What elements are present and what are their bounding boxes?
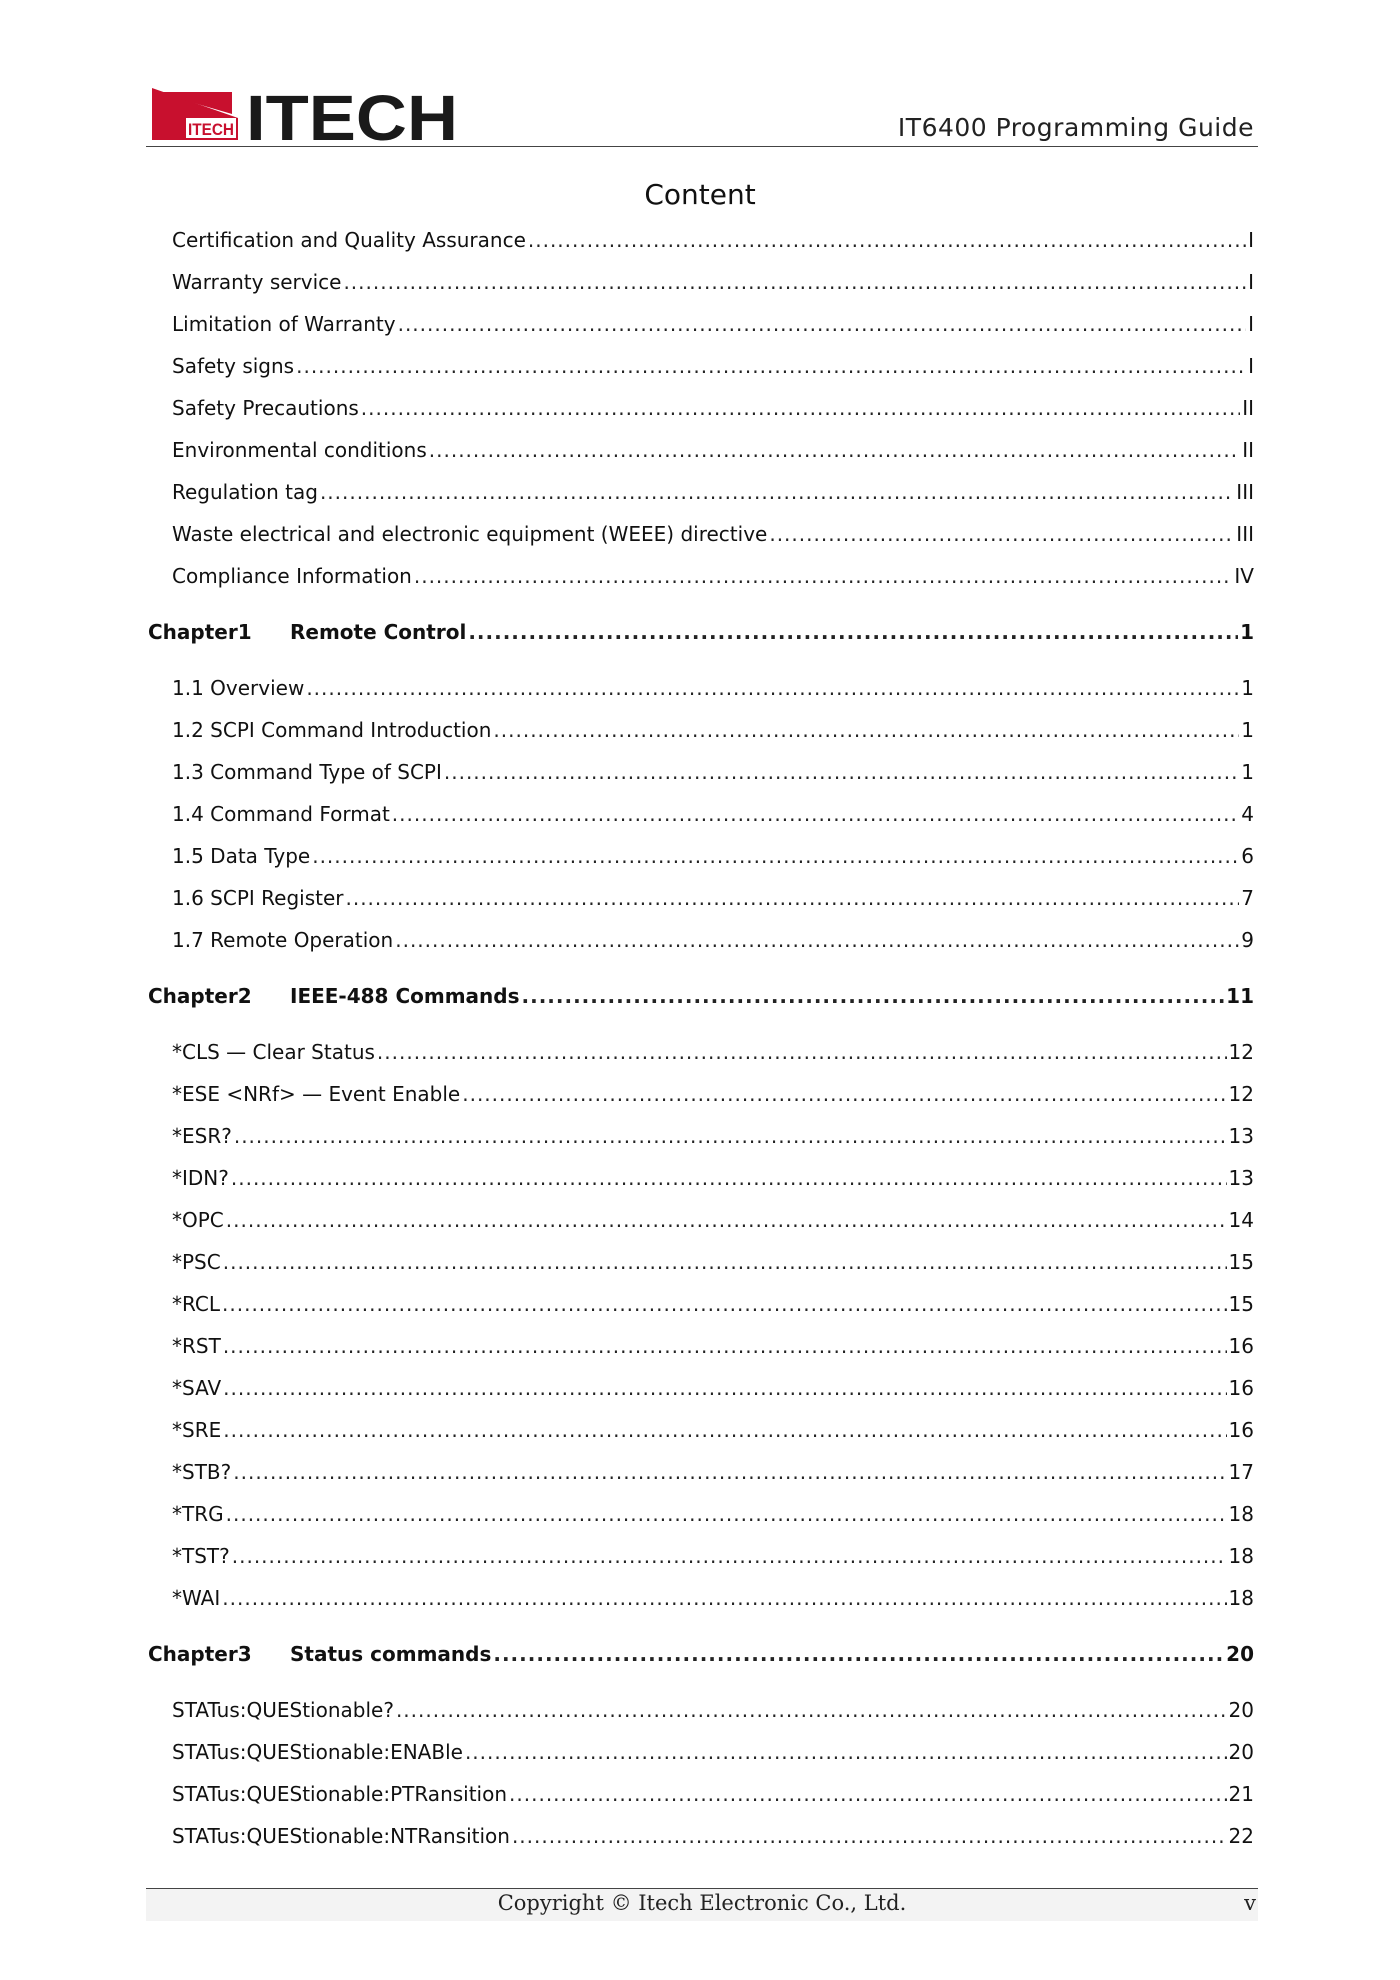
toc-chapter-2[interactable]: Chapter2 IEEE-488 Commands ..... 11 [148,982,1254,1010]
toc-entry[interactable]: Safety signs ..... I [172,352,1254,380]
toc-entry[interactable]: Certification and Quality Assurance ..... I [172,226,1254,254]
document-title: IT6400 Programming Guide [897,113,1254,142]
page-footer [146,1888,1258,1921]
toc-entry[interactable]: *ESR? ..... 13 [172,1122,1254,1150]
toc-entry[interactable]: *IDN? ..... 13 [172,1164,1254,1192]
toc-entry[interactable]: *STB? ..... 17 [172,1458,1254,1486]
toc-entry[interactable]: Compliance Information ..... IV [172,562,1254,590]
toc-entry[interactable]: 1.1 Overview ..... 1 [172,674,1254,702]
toc-chapter-3[interactable]: Chapter3 Status commands ..... 20 [148,1640,1254,1668]
page-number: v [1244,1891,1256,1915]
toc-entry[interactable]: 1.3 Command Type of SCPI ..... 1 [172,758,1254,786]
toc-entry[interactable]: 1.6 SCPI Register ..... 7 [172,884,1254,912]
toc-entry[interactable]: 1.2 SCPI Command Introduction ..... 1 [172,716,1254,744]
toc-chapter-1[interactable]: Chapter1 Remote Control ..... 1 [148,618,1254,646]
toc-entry[interactable]: STATus:QUEStionable:PTRansition ..... 21 [172,1780,1254,1808]
logo-badge-text: ITECH [188,120,234,139]
page-header [146,78,1258,147]
toc-entry[interactable]: Regulation tag ..... III [172,478,1254,506]
toc-entry[interactable]: *TST? ..... 18 [172,1542,1254,1570]
toc-entry[interactable]: *CLS — Clear Status ..... 12 [172,1038,1254,1066]
toc-entry[interactable]: Limitation of Warranty ..... I [172,310,1254,338]
logo-text: ITECH [246,82,458,142]
toc-entry[interactable]: *SRE ..... 16 [172,1416,1254,1444]
toc-entry[interactable]: Safety Precautions ..... II [172,394,1254,422]
toc-entry[interactable]: *PSC ..... 15 [172,1248,1254,1276]
toc-entry[interactable]: 1.7 Remote Operation ..... 9 [172,926,1254,954]
toc-entry[interactable]: *TRG ..... 18 [172,1500,1254,1528]
toc-entry[interactable]: Waste electrical and electronic equipment (WEEE) directive ..... III [172,520,1254,548]
toc-entry[interactable]: *SAV ..... 16 [172,1374,1254,1402]
copyright-notice: Copyright © Itech Electronic Co., Ltd. [497,1891,907,1915]
toc-entry[interactable]: 1.4 Command Format ..... 4 [172,800,1254,828]
toc-entry[interactable]: STATus:QUEStionable? ..... 20 [172,1696,1254,1724]
toc-entry[interactable]: STATus:QUEStionable:NTRansition ..... 22 [172,1822,1254,1850]
toc-entry[interactable]: *WAI ..... 18 [172,1584,1254,1612]
toc-entry[interactable]: *ESE <NRf> — Event Enable ..... 12 [172,1080,1254,1108]
toc-entry[interactable]: *RST ..... 16 [172,1332,1254,1360]
toc-entry[interactable]: *RCL ..... 15 [172,1290,1254,1318]
toc-entry[interactable]: Warranty service ..... I [172,268,1254,296]
toc-entry[interactable]: 1.5 Data Type ..... 6 [172,842,1254,870]
toc-entry[interactable]: STATus:QUEStionable:ENABle ..... 20 [172,1738,1254,1766]
toc-entry[interactable]: Environmental conditions ..... II [172,436,1254,464]
toc-entry[interactable]: *OPC ..... 14 [172,1206,1254,1234]
itech-logo [152,82,462,142]
content-heading: Content [644,178,756,211]
